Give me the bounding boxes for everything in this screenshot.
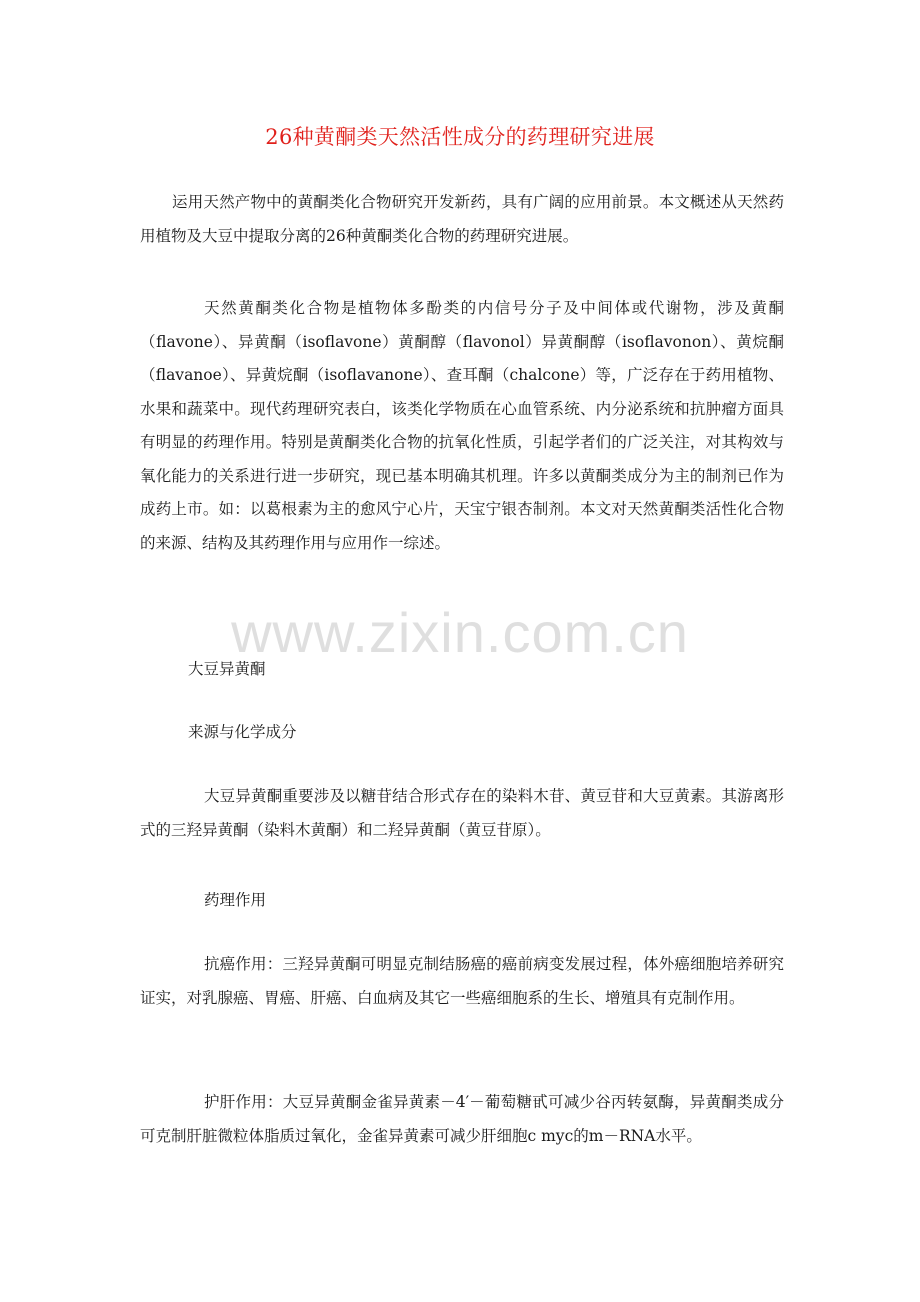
abstract-paragraph: 运用天然产物中的黄酮类化合物研究开发新药，具有广阔的应用前景。本文概述从天然药用植物及大豆中提取分离的26种黄酮类化合物的药理研究进展。 [140, 193, 784, 245]
anticancer-paragraph: 抗癌作用：三羟异黄酮可明显克制结肠癌的癌前病变发展过程，体外癌细胞培养研究证实，对乳腺癌、胃癌、肝癌、白血病及其它一些癌细胞系的生长、增殖具有克制作用。 [140, 955, 784, 1007]
watermark: www.zixin.com.cn [231, 601, 689, 664]
liver-protection-paragraph: 护肝作用：大豆异黄酮金雀异黄素－4′－葡萄糖甙可减少谷丙转氨酶，异黄酮类成分可克制肝脏微粒体脂质过氧化，金雀异黄素可减少肝细胞c myc的m－RNA水平。 [140, 1093, 784, 1145]
subsection-heading-source: 来源与化学成分 [188, 723, 297, 741]
subsection-heading-pharmacology: 药理作用 [204, 891, 267, 909]
source-paragraph: 大豆异黄酮重要涉及以糖苷结合形式存在的染料木苷、黄豆苷和大豆黄素。其游离形式的三羟异黄酮（染料木黄酮）和二羟异黄酮（黄豆苷原）。 [140, 787, 784, 839]
section-heading-soy-isoflavone: 大豆异黄酮 [188, 660, 266, 678]
document-title: 26种黄酮类天然活性成分的药理研究进展 [265, 125, 655, 149]
intro-paragraph: 天然黄酮类化合物是植物体多酚类的内信号分子及中间体或代谢物，涉及黄酮（flavone）、异黄酮（isoflavone）黄酮醇（flavonol）异黄酮醇（isoflavonon）、黄烷酮（flavanoe）、异黄烷酮（isoflavanone）、查耳酮（chalcone）等，广泛存在于药用植物、水果和蔬菜中。现代药理研究表白，该类化学物质在心血管系统、内分泌系统和抗肿瘤方面具有明显的药理作用。特别是黄酮类化合物的抗氧化性质，引起学者们的广泛关注，对其构效与氧化能力的关系进行进一步研究，现已基本明确其机理。许多以黄酮类成分为主的制剂已作为成药上市。如：以葛根素为主的愈风宁心片，天宝宁银杏制剂。本文对天然黄酮类活性化合物的来源、结构及其药理作用与应用作一综述。 [140, 299, 784, 552]
